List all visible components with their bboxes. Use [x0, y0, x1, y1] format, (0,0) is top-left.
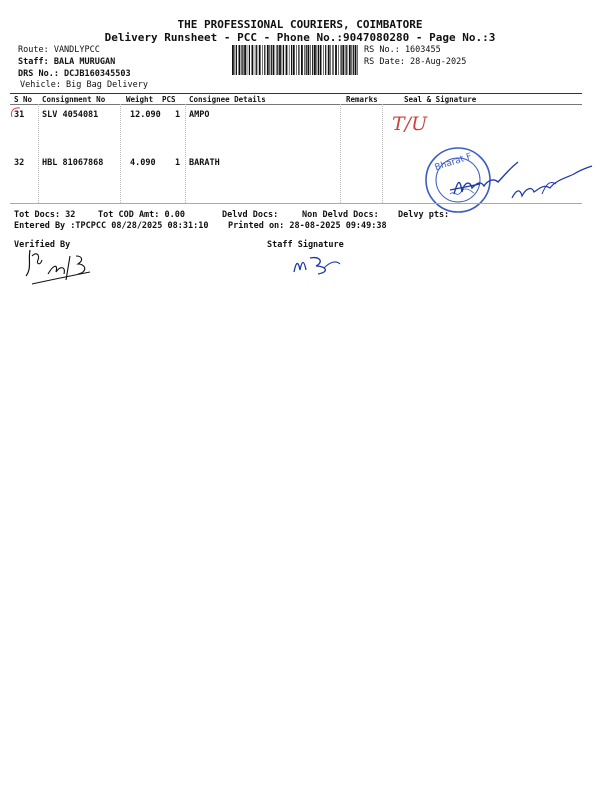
row-weight: 4.090: [130, 158, 156, 168]
company-title: THE PROFESSIONAL COURIERS, COIMBATORE: [177, 18, 423, 31]
row-pcs: 1: [175, 158, 181, 168]
total-cod-amount: Tot COD Amt: 0.00: [98, 210, 185, 220]
row-sno: 32: [14, 158, 25, 168]
route-label: Route: VANDLYPCC: [18, 45, 100, 55]
red-pen-mark: [9, 106, 23, 120]
delivered-docs: Delvd Docs:: [222, 210, 279, 220]
vehicle-label: Vehicle: Big Bag Delivery: [20, 80, 148, 90]
staff-label: Staff: BALA MURUGAN: [18, 57, 116, 67]
row-consignee: BARATH: [189, 158, 220, 168]
col-divider: [120, 104, 121, 203]
col-consignee: Consignee Details: [189, 95, 266, 104]
col-divider: [185, 104, 186, 203]
red-handwritten-remark: T/U: [392, 113, 428, 135]
row-pcs: 1: [175, 110, 181, 120]
verified-by-label: Verified By: [14, 240, 71, 250]
col-weight: Weight: [126, 95, 154, 104]
col-consignment: Consignment No: [42, 95, 106, 104]
col-divider: [38, 104, 39, 203]
table-header-rule: [10, 104, 582, 105]
col-divider: [382, 104, 383, 203]
row-sno: 31: [14, 110, 25, 120]
table-top-rule: [10, 93, 582, 94]
col-remarks: Remarks: [346, 95, 378, 104]
col-sno: S No: [14, 95, 33, 104]
row-consignment: HBL 81067868: [42, 158, 104, 168]
recipient-signature: [446, 150, 596, 210]
total-docs: Tot Docs: 32: [14, 210, 76, 220]
staff-signature: [290, 252, 346, 278]
barcode: [232, 45, 360, 75]
entered-by: Entered By :TPCPCC 08/28/2025 08:31:10: [14, 221, 209, 231]
row-weight: 12.090: [130, 110, 161, 120]
drs-number: DRS No.: DCJB160345503: [18, 69, 131, 79]
col-divider: [340, 104, 341, 203]
delivery-points: Delvy pts:: [398, 210, 450, 220]
stamp-text: Bharat F: [433, 151, 474, 174]
table-bottom-rule: [10, 203, 582, 204]
staff-signature-label: Staff Signature: [267, 240, 344, 250]
rs-number: RS No.: 1603455: [364, 45, 441, 55]
runsheet-subtitle: Delivery Runsheet - PCC - Phone No.:9047080280 - Page No.:3: [104, 31, 496, 44]
verifier-signature: [20, 246, 110, 290]
row-consignee: AMPO: [189, 110, 210, 120]
row-consignment: SLV 4054081: [42, 110, 99, 120]
col-seal-signature: Seal & Signature: [404, 95, 477, 104]
rs-date: RS Date: 28-Aug-2025: [364, 57, 467, 67]
non-delivered-docs: Non Delvd Docs:: [302, 210, 379, 220]
col-pcs: PCS: [162, 95, 176, 104]
printed-on: Printed on: 28-08-2025 09:49:38: [228, 221, 387, 231]
